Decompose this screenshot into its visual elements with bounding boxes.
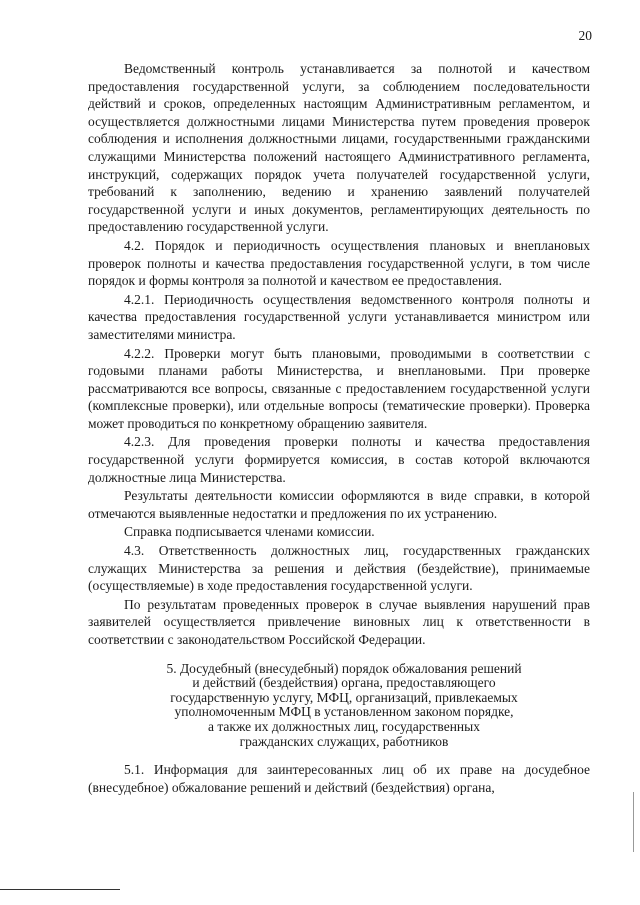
section-heading-line: а также их должностных лиц, государственных [208, 718, 480, 734]
paragraph-4-2-1: 4.2.1. Периодичность осуществления ведомственного контроля полноты и качества предоставления государственной услуги устанавливается министром или заместителями министра. [88, 291, 590, 342]
paragraph-report-signed: Справка подписывается членами комиссии. [124, 524, 375, 540]
paragraph-vedomstvenny-kontrol: Ведомственный контроль устанавливается за полнотой и качеством предоставления государственной услуги, за соблюдением последовательности действий и сроков, определенных настоящим Административным регламентом, и осуществляется должностными лицами Министерства путем проведения проверок соблюдения и исполнения должностными лицами, государственными гражданскими служащими Министерства положений настоящего Административного регламента, инструкций, содержащих порядок учета получателей государственной услуги, требований к заполнению, ведению и хранению заявлений получателей государственной услуги и иных документов, регламентирующих деятельность по предоставлению государственной услуги. [88, 61, 590, 235]
paragraph-commission-results: Результаты деятельности комиссии оформляются в виде справки, в которой отмечаются выявленные недостатки и предложения по их устранению. [88, 488, 590, 521]
paragraph-violations: По результатам проведенных проверок в случае выявления нарушений прав заявителей осуществляется привлечение виновных лиц к ответственности в соответствии с законодательством Российской Федерации. [88, 596, 590, 647]
section-heading-line: государственную услугу, МФЦ, организаций, привлекаемых [170, 689, 518, 705]
paragraph-4-2: 4.2. Порядок и периодичность осуществления плановых и внеплановых проверок полноты и качества предоставления государственной услуги, в том числе порядок и формы контроля за полнотой и качеством ее предоставления. [88, 237, 590, 289]
section-heading-line: уполномоченным МФЦ в установленном законом порядке, [174, 704, 514, 720]
page-number: 20 [578, 28, 592, 43]
paragraph-4-2-2: 4.2.2. Проверки могут быть плановыми, проводимыми в соответствии с годовыми планами работы Министерства, и внеплановыми. При проверке рассматриваются все вопросы, связанные с предоставлением государственной услуги (комплексные проверки), или отдельные вопросы (тематические проверки). Проверка может проводиться по конкретному обращению заявителя. [88, 345, 590, 431]
paragraph-4-3: 4.3. Ответственность должностных лиц, государственных гражданских служащих Министерства за решения и действия (бездействие), принимаемые (осуществляемые) в ходе предоставления государственной услуги. [88, 543, 590, 594]
scan-edge-mark [633, 792, 634, 852]
section-heading-line: гражданских служащих, работников [239, 733, 449, 749]
document-body [88, 60, 590, 796]
section-heading-line: и действий (бездействия) органа, предоставляющего [192, 675, 496, 691]
section-5-heading [88, 662, 590, 750]
footnote-divider [0, 889, 120, 890]
section-heading-line: 5. Досудебный (внесудебный) порядок обжалования решений [166, 660, 522, 676]
paragraph-4-2-3: 4.2.3. Для проведения проверки полноты и качества предоставления государственной услуги формируется комиссия, в состав которой включаются должностные лица Министерства. [88, 434, 590, 485]
paragraph-5-1: 5.1. Информация для заинтересованных лиц об их праве на досудебное (внесудебное) обжалование решений и действий (бездействия) органа, [88, 762, 590, 795]
